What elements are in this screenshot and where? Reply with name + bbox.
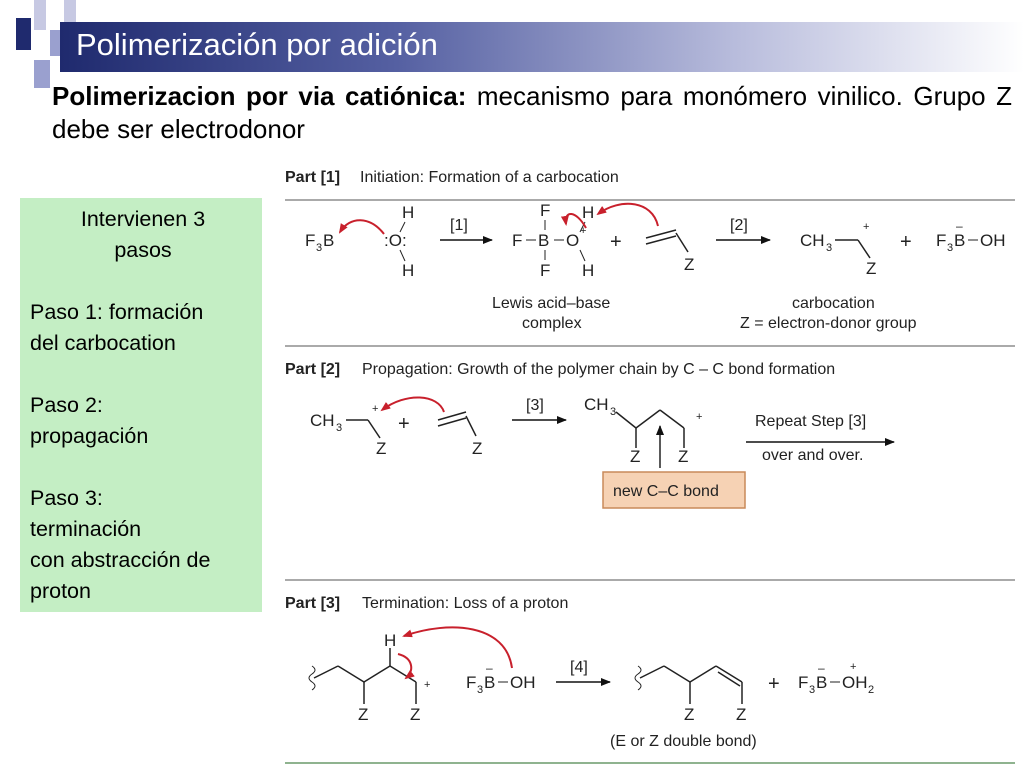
intro-text: mecanismo para monómero vinilico. Grupo Z debe ser electrodonor [52,81,1013,144]
bf3-molecule [305,203,414,280]
svg-text:OH: OH [842,673,868,692]
mechanism-figure [280,158,1020,768]
part3-caption: Termination: Loss of a proton [362,595,569,612]
alkene-product [635,666,746,724]
part2 [285,361,1015,580]
plus-sign: + [398,413,410,435]
red-curved-arrow [598,204,658,226]
plus-sign: + [768,673,780,695]
svg-text:H: H [402,261,415,280]
part1 [285,169,1015,346]
svg-text:+: + [580,225,587,237]
label-z-group: Z = electron-donor group [740,315,917,332]
label-lewis-complex-1: Lewis acid–base [492,295,611,312]
step4-label: [4] [570,659,588,676]
svg-text:H: H [582,203,595,222]
step2-line2: propagación [30,424,149,448]
repeat-label-1: Repeat Step [3] [755,413,867,430]
plus-sign: + [900,231,912,253]
svg-text:B: B [954,231,966,250]
svg-text:B: B [484,673,496,692]
intro-paragraph [52,80,1012,146]
svg-text:F: F [540,261,551,280]
svg-text:2: 2 [868,684,875,696]
part1-caption: Initiation: Formation of a carbocation [360,169,619,186]
intro-bold: Polimerizacion por via catiónica: [52,81,467,111]
vinyl-monomer-2 [438,412,482,458]
svg-text:3: 3 [826,242,833,254]
part3 [285,595,1015,763]
svg-text:F: F [798,673,809,692]
step2-label: [2] [730,217,748,234]
svg-text:Z: Z [678,447,689,466]
repeat-label-2: over and over. [762,447,864,464]
step3-label: [3] [526,397,544,414]
svg-text:CH: CH [310,411,335,430]
red-curved-arrow [404,627,512,668]
step3-line4: proton [30,579,91,603]
svg-text:B: B [816,673,828,692]
svg-text:O: O [566,231,580,250]
part2-caption: Propagation: Growth of the polymer chain by C – C bond formation [362,361,836,378]
svg-text:+: + [850,661,857,673]
svg-text:Z: Z [866,259,877,278]
corner-square-1 [16,18,31,50]
label-lewis-complex-2: complex [522,315,582,332]
part3-tag: Part [3] [285,595,341,612]
svg-text:F: F [936,231,947,250]
steps-box [20,198,262,612]
svg-text:Z: Z [684,705,695,724]
svg-text:B: B [323,231,335,250]
svg-text:–: – [956,219,963,233]
svg-text:H: H [582,261,595,280]
step2-line1: Paso 2: [30,393,103,417]
f3b-oh-base [466,661,536,696]
svg-text:B: B [538,231,550,250]
svg-text:F: F [305,231,316,250]
vinyl-monomer [646,230,694,274]
svg-text:+: + [372,403,379,415]
svg-text::O:: :O: [384,231,407,250]
svg-text:Z: Z [358,705,369,724]
svg-text:F: F [540,201,551,220]
svg-text:3: 3 [610,406,617,418]
corner-square-5 [34,60,50,88]
carbocation [800,221,876,278]
new-bond-label: new C–C bond [613,483,719,500]
svg-text:3: 3 [336,422,343,434]
f3b-oh2 [798,661,874,696]
growing-chain [584,395,702,468]
step1-label: [1] [450,217,468,234]
svg-text:Z: Z [376,439,387,458]
svg-text:Z: Z [630,447,641,466]
svg-text:OH: OH [980,231,1006,250]
svg-text:CH: CH [584,395,609,414]
steps-heading-1: Intervienen 3 [80,207,206,231]
f3b-oh [936,219,1006,254]
svg-text:F: F [512,231,523,250]
slide-title: Polimerización por adición [76,27,438,62]
double-bond-note: (E or Z double bond) [610,733,757,750]
svg-text:CH: CH [800,231,825,250]
svg-text:Z: Z [684,255,695,274]
step3-line3: con abstracción de [30,548,211,572]
red-curved-arrow [382,397,444,412]
svg-text:–: – [486,661,493,675]
lewis-complex [512,201,658,280]
plus-sign: + [610,231,622,253]
svg-text:Z: Z [410,705,421,724]
svg-text:3: 3 [477,684,484,696]
label-carbocation: carbocation [792,295,875,312]
svg-text:+: + [696,411,703,423]
svg-text:OH: OH [510,673,536,692]
svg-text:3: 3 [316,242,323,254]
svg-text:Z: Z [472,439,483,458]
svg-text:Z: Z [736,705,747,724]
svg-text:H: H [402,203,415,222]
chain-before-termination [309,627,512,724]
svg-text:–: – [818,661,825,675]
step3-line1: Paso 3: [30,486,103,510]
svg-text:3: 3 [947,242,954,254]
svg-text:H: H [384,631,397,650]
part2-tag: Part [2] [285,361,341,378]
part1-tag: Part [1] [285,169,341,186]
corner-square-2 [34,0,46,30]
step1-line2: del carbocation [30,331,176,355]
step3-line2: terminación [30,517,142,541]
svg-text:+: + [863,221,870,233]
steps-heading-2: pasos [114,238,172,262]
svg-text:3: 3 [809,684,816,696]
svg-text:+: + [424,679,431,691]
red-curved-arrow [340,220,384,234]
svg-text:F: F [466,673,477,692]
step1-line1: Paso 1: formación [30,300,204,324]
carbocation-2 [310,397,444,458]
